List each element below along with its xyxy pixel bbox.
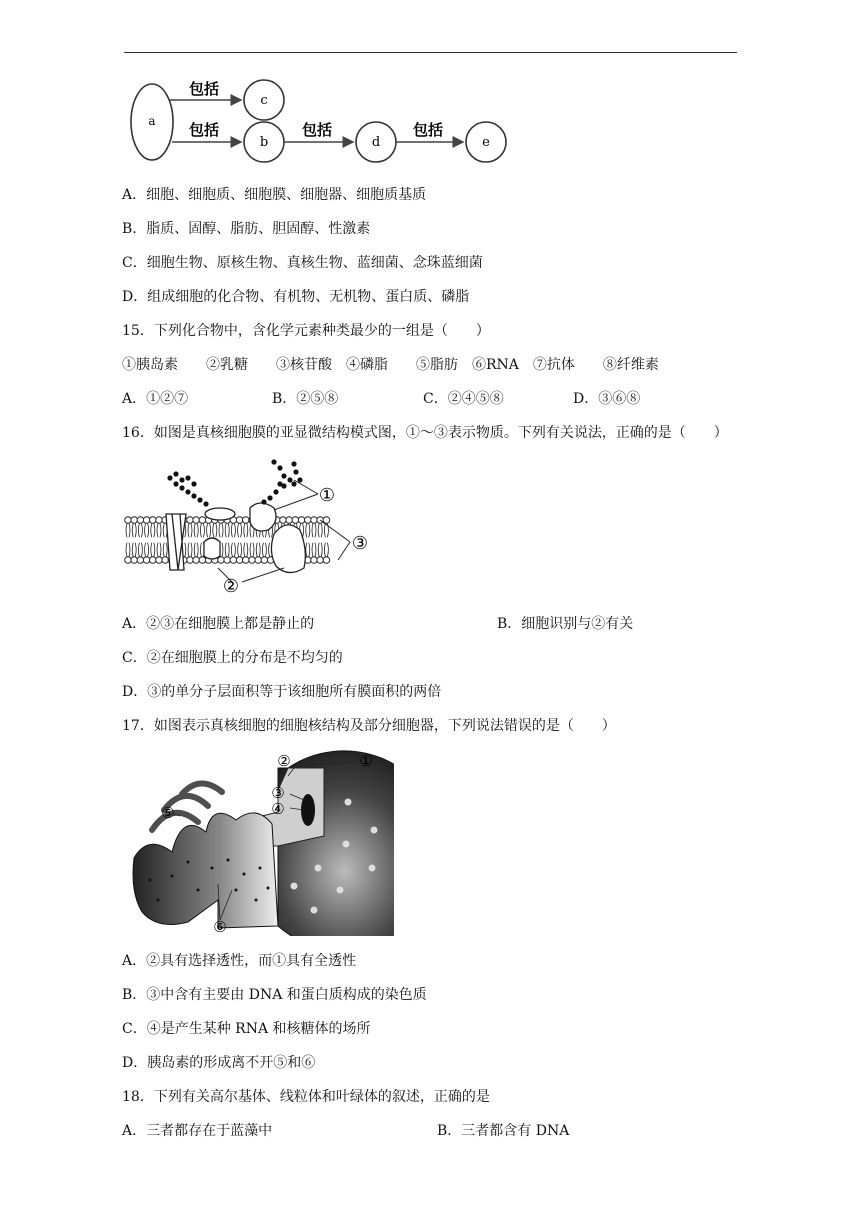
q14-option-b: B．脂质、固醇、脂肪、胆固醇、性激素 <box>122 221 371 237</box>
q17-option-a: A．②具有选择透性，而①具有全透性 <box>122 953 357 969</box>
q16-option-a: A．②③在细胞膜上都是静止的 <box>122 616 315 632</box>
membrane-label-1: ① <box>318 485 336 506</box>
q18-option-b: B．三者都含有 DNA <box>437 1123 570 1139</box>
edge-label-2: 包括 <box>188 121 220 139</box>
q16-option-c: C．②在细胞膜上的分布是不均匀的 <box>122 650 343 666</box>
concept-diagram <box>124 72 514 168</box>
membrane-label-3: ③ <box>351 533 369 554</box>
node-a-label: a <box>148 114 156 128</box>
node-d-label: d <box>371 135 381 150</box>
peripheral-protein-1 <box>205 508 235 520</box>
nucleus-label-2: ② <box>277 752 291 770</box>
cell-membrane-figure <box>124 458 374 594</box>
membrane-label-2: ② <box>222 576 240 594</box>
node-e-label: e <box>482 135 490 150</box>
nucleus-figure <box>128 750 394 936</box>
q14-option-a: A．细胞、细胞质、细胞膜、细胞器、细胞质基质 <box>122 187 427 203</box>
q14-option-c: C．细胞生物、原核生物、真核生物、蓝细菌、念珠蓝细菌 <box>122 255 483 271</box>
q18-stem: 18．下列有关高尔基体、线粒体和叶绿体的叙述，正确的是 <box>122 1089 490 1105</box>
q16-stem: 16．如图是真核细胞膜的亚显微结构模式图，①～③表示物质。下列有关说法，正确的是（ ） <box>122 425 728 441</box>
q18-option-a: A．三者都存在于蓝藻中 <box>122 1123 273 1139</box>
nucleus-label-5: ⑤ <box>161 804 175 822</box>
q17-option-b: B．③中含有主要由 DNA 和蛋白质构成的染色质 <box>122 987 427 1003</box>
header-rule <box>124 52 737 53</box>
sugar-chains <box>167 459 302 506</box>
nucleus-label-3: ③ <box>271 784 285 802</box>
peripheral-protein-2 <box>250 503 276 531</box>
channel-protein <box>166 514 186 570</box>
q15-option-c: C．②④⑤⑧ <box>423 391 504 407</box>
q15-option-d: D．③⑥⑧ <box>573 391 641 407</box>
q14-option-d: D．组成细胞的化合物、有机物、无机物、蛋白质、磷脂 <box>122 289 470 305</box>
nucleus-label-1: ① <box>359 752 373 770</box>
edge-label-4: 包括 <box>412 121 444 139</box>
nucleus-label-4: ④ <box>271 800 285 818</box>
nucleus-label-6: ⑥ <box>213 918 227 936</box>
q17-stem: 17．如图表示真核细胞的细胞核结构及部分细胞器，下列说法错误的是（ ） <box>122 718 616 734</box>
q15-option-a: A．①②⑦ <box>122 391 189 407</box>
transmembrane-protein <box>271 525 305 573</box>
embedded-protein <box>204 538 220 559</box>
q16-option-b: B．细胞识别与②有关 <box>497 616 634 632</box>
node-c-label: c <box>260 93 268 108</box>
edge-label-1: 包括 <box>188 80 220 98</box>
q15-items: ①胰岛素 ②乳糖 ③核苷酸 ④磷脂 ⑤脂肪 ⑥RNA ⑦抗体 ⑧纤维素 <box>122 357 659 373</box>
q15-option-b: B．②⑤⑧ <box>272 391 339 407</box>
node-b-label: b <box>259 135 269 150</box>
q17-option-d: D．胰岛素的形成离不开⑤和⑥ <box>122 1055 316 1071</box>
edge-label-3: 包括 <box>301 121 333 139</box>
q15-stem: 15．下列化合物中，含化学元素种类最少的一组是（ ） <box>122 323 490 339</box>
q16-option-d: D．③的单分子层面积等于该细胞所有膜面积的两倍 <box>122 684 442 700</box>
q17-option-c: C．④是产生某种 RNA 和核糖体的场所 <box>122 1021 371 1037</box>
